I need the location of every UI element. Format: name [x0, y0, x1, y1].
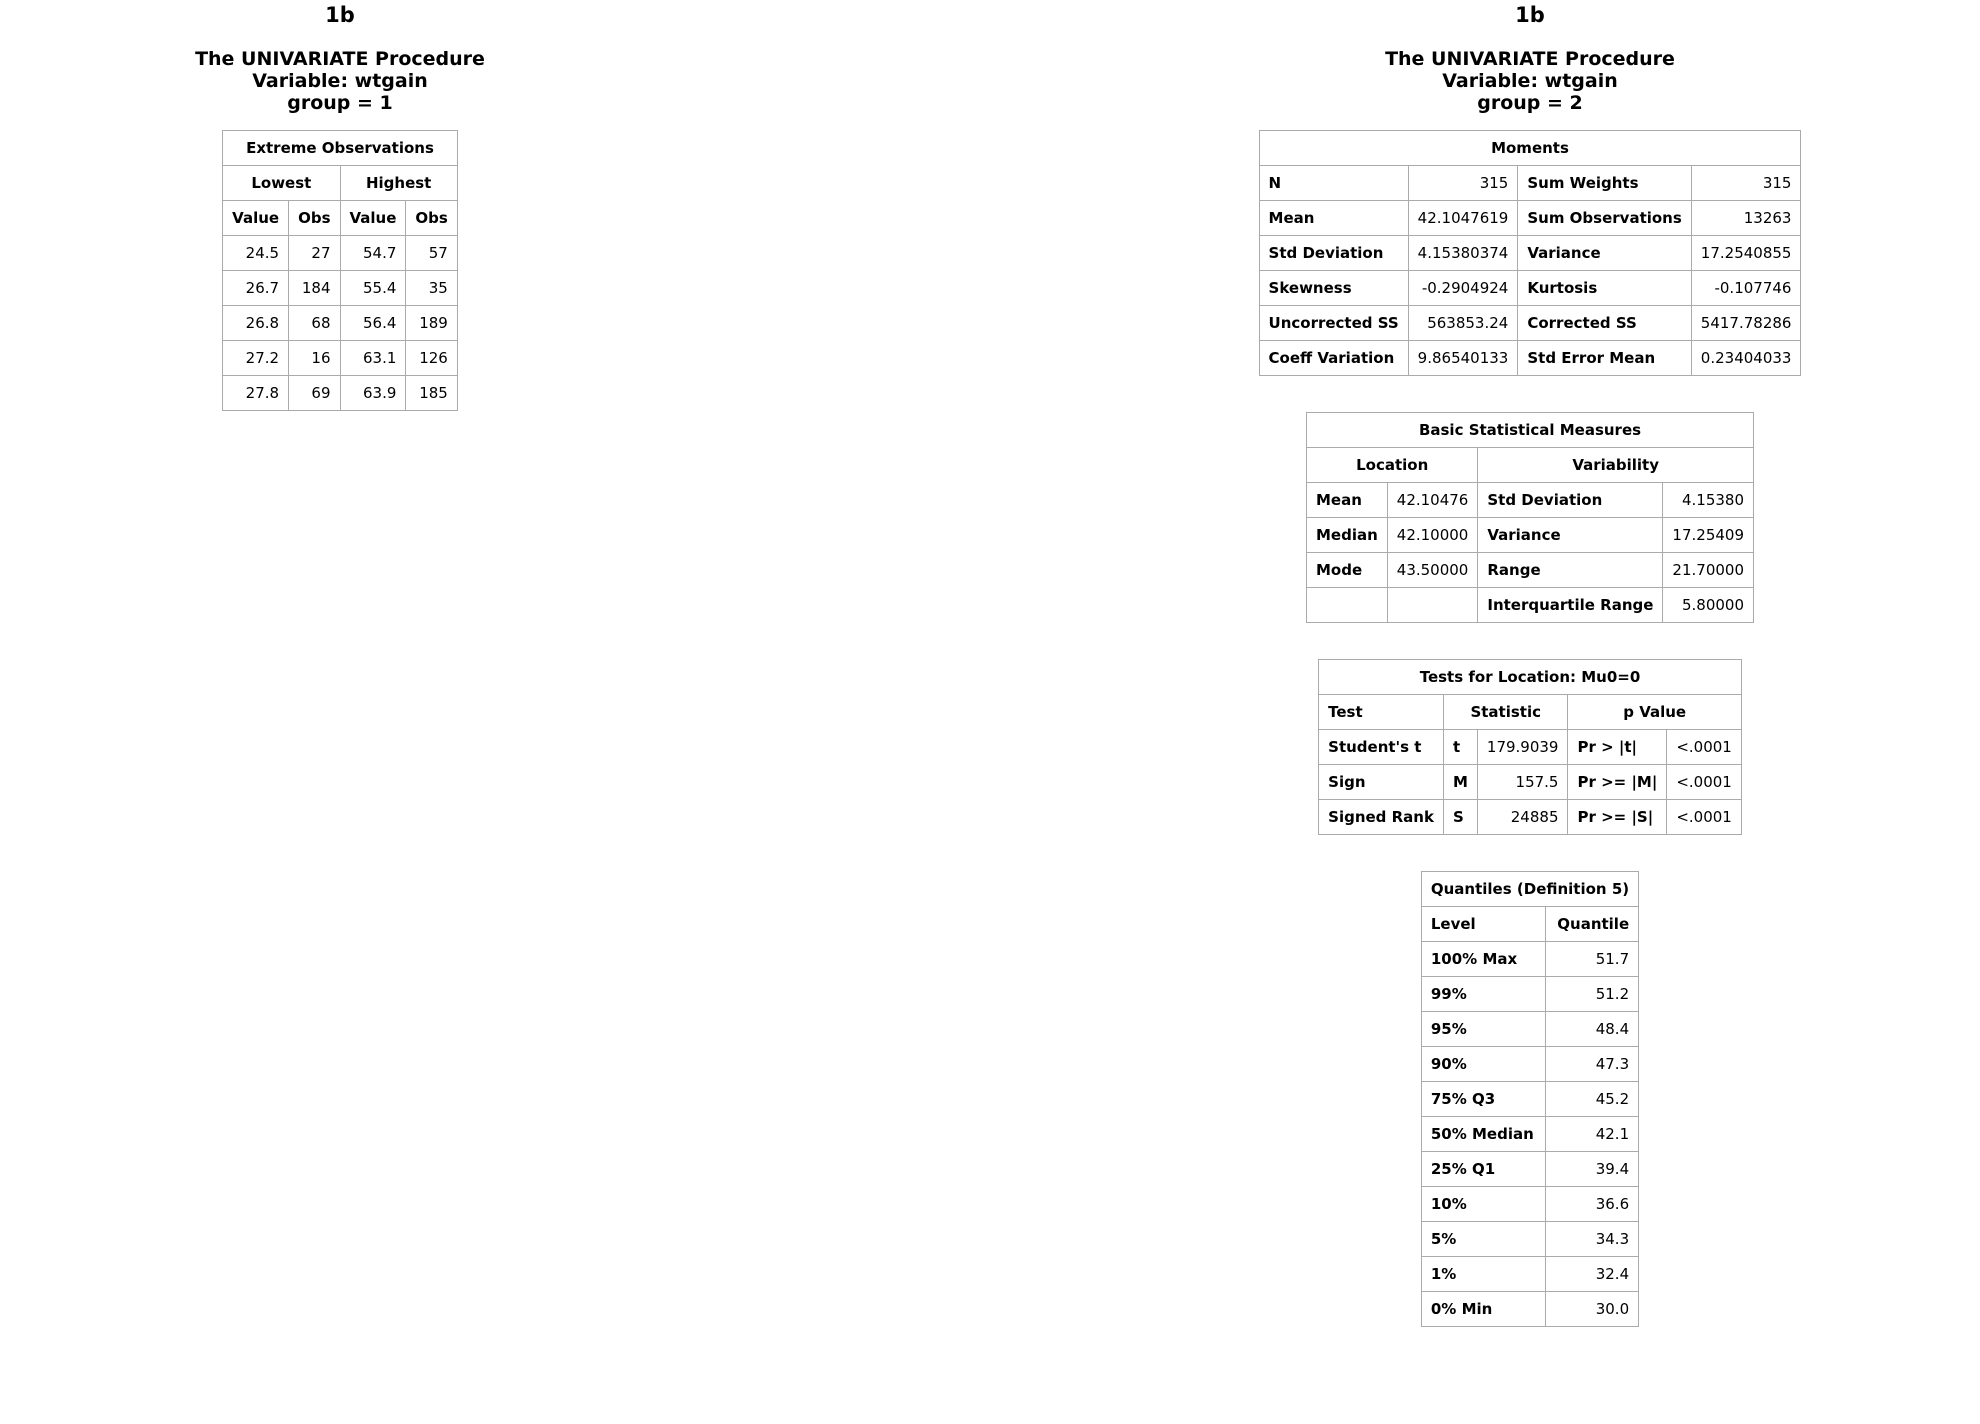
table-cell: 55.4: [340, 271, 406, 306]
group-label: group = 2: [1477, 92, 1583, 114]
row-label: Sum Observations: [1518, 201, 1691, 236]
table-cell: 42.10000: [1387, 518, 1478, 553]
left-output-page: [40, 0, 640, 411]
row-label: N: [1259, 166, 1408, 201]
table-caption: Extreme Observations: [223, 131, 458, 166]
table-cell: 5.80000: [1663, 588, 1754, 623]
row-label: 10%: [1421, 1187, 1545, 1222]
table-row: [1259, 236, 1801, 271]
p-value-label: Pr >= |M|: [1568, 765, 1667, 800]
table-cell: 43.50000: [1387, 553, 1478, 588]
table-cell: 17.25409: [1663, 518, 1754, 553]
table-cell: 9.86540133: [1408, 341, 1518, 376]
table-caption: Basic Statistical Measures: [1307, 413, 1754, 448]
table-cell: <.0001: [1667, 800, 1742, 835]
table-row: [223, 236, 458, 271]
highest-header: Highest: [340, 166, 457, 201]
p-value-label: Pr >= |S|: [1568, 800, 1667, 835]
test-header: Test: [1319, 695, 1444, 730]
table-row: [223, 306, 458, 341]
table-cell: 126: [406, 341, 457, 376]
row-label: Variance: [1478, 518, 1663, 553]
row-label: Interquartile Range: [1478, 588, 1663, 623]
table-row: [1319, 800, 1742, 835]
row-label: Sign: [1319, 765, 1444, 800]
table-row: [1307, 483, 1754, 518]
column-header-obs: Obs: [289, 201, 340, 236]
table-cell: 68: [289, 306, 340, 341]
table-row: [223, 341, 458, 376]
table-cell: 54.7: [340, 236, 406, 271]
table-row: [1259, 166, 1801, 201]
statistic-symbol: M: [1443, 765, 1477, 800]
row-label: Variance: [1518, 236, 1691, 271]
table-cell: 51.2: [1546, 977, 1639, 1012]
row-label: Signed Rank: [1319, 800, 1444, 835]
table-row: [1307, 553, 1754, 588]
location-header: Location: [1307, 448, 1478, 483]
table-row: [1421, 1257, 1638, 1292]
table-cell: 0.23404033: [1691, 341, 1801, 376]
table-row: [223, 271, 458, 306]
row-label: Range: [1478, 553, 1663, 588]
table-caption: Moments: [1259, 131, 1801, 166]
table-row: [1421, 1222, 1638, 1257]
table-cell: 30.0: [1546, 1292, 1639, 1327]
page-title: 1b: [1515, 3, 1545, 27]
table-row: [1421, 1117, 1638, 1152]
basic-statistical-measures-table: [1306, 412, 1754, 623]
column-header-value: Value: [340, 201, 406, 236]
row-label: Mean: [1259, 201, 1408, 236]
table-cell: 24885: [1477, 800, 1568, 835]
row-label: Std Deviation: [1259, 236, 1408, 271]
table-caption: Tests for Location: Mu0=0: [1319, 660, 1742, 695]
table-cell: 42.1047619: [1408, 201, 1518, 236]
table-caption: Quantiles (Definition 5): [1421, 872, 1638, 907]
table-cell: 48.4: [1546, 1012, 1639, 1047]
table-row: [1421, 1012, 1638, 1047]
table-cell: 39.4: [1546, 1152, 1639, 1187]
group-label: group = 1: [287, 92, 393, 114]
table-cell: 34.3: [1546, 1222, 1639, 1257]
procedure-header: [1230, 48, 1830, 114]
row-label: 95%: [1421, 1012, 1545, 1047]
row-label: 50% Median: [1421, 1117, 1545, 1152]
table-row: [1307, 518, 1754, 553]
table-cell: 315: [1408, 166, 1518, 201]
procedure-name: The UNIVARIATE Procedure: [195, 48, 485, 70]
row-label: Student's t: [1319, 730, 1444, 765]
quantiles-table: [1421, 871, 1639, 1327]
procedure-name: The UNIVARIATE Procedure: [1385, 48, 1675, 70]
row-label: Coeff Variation: [1259, 341, 1408, 376]
table-cell: 5417.78286: [1691, 306, 1801, 341]
row-label: Uncorrected SS: [1259, 306, 1408, 341]
table-row: [1421, 1187, 1638, 1222]
table-cell: 26.7: [223, 271, 289, 306]
quantile-header: Quantile: [1546, 907, 1639, 942]
column-header-obs: Obs: [406, 201, 457, 236]
table-cell: 4.15380: [1663, 483, 1754, 518]
table-cell: <.0001: [1667, 730, 1742, 765]
variable-label: Variable: wtgain: [252, 70, 428, 92]
statistic-symbol: t: [1443, 730, 1477, 765]
level-header: Level: [1421, 907, 1545, 942]
table-cell: -0.107746: [1691, 271, 1801, 306]
table-cell: 42.1: [1546, 1117, 1639, 1152]
table-cell: 51.7: [1546, 942, 1639, 977]
statistic-symbol: S: [1443, 800, 1477, 835]
table-cell: 16: [289, 341, 340, 376]
table-row: [1259, 306, 1801, 341]
variability-header: Variability: [1478, 448, 1754, 483]
page-title: 1b: [325, 3, 355, 27]
right-output-page: [1230, 0, 1830, 1327]
table-cell: 26.8: [223, 306, 289, 341]
row-label: Corrected SS: [1518, 306, 1691, 341]
lowest-header: Lowest: [223, 166, 340, 201]
table-row: [1259, 271, 1801, 306]
statistic-header: Statistic: [1443, 695, 1568, 730]
procedure-header: [40, 48, 640, 114]
row-label: Mean: [1307, 483, 1388, 518]
row-label: [1307, 588, 1388, 623]
moments-table: [1259, 130, 1802, 376]
table-row: [1421, 1082, 1638, 1117]
table-row: [1319, 730, 1742, 765]
row-label: 100% Max: [1421, 942, 1545, 977]
table-cell: 184: [289, 271, 340, 306]
table-row: [1421, 1292, 1638, 1327]
row-label: 1%: [1421, 1257, 1545, 1292]
table-cell: 47.3: [1546, 1047, 1639, 1082]
table-cell: 4.15380374: [1408, 236, 1518, 271]
table-cell: -0.2904924: [1408, 271, 1518, 306]
table-cell: 27.8: [223, 376, 289, 411]
row-label: 75% Q3: [1421, 1082, 1545, 1117]
row-label: 5%: [1421, 1222, 1545, 1257]
row-label: 99%: [1421, 977, 1545, 1012]
table-row: [223, 376, 458, 411]
table-cell: 45.2: [1546, 1082, 1639, 1117]
row-label: Sum Weights: [1518, 166, 1691, 201]
table-cell: 56.4: [340, 306, 406, 341]
table-row: [1421, 977, 1638, 1012]
table-cell: 185: [406, 376, 457, 411]
table-cell: <.0001: [1667, 765, 1742, 800]
table-cell: 63.1: [340, 341, 406, 376]
row-label: Kurtosis: [1518, 271, 1691, 306]
table-row: [1319, 765, 1742, 800]
table-cell: [1387, 588, 1478, 623]
p-value-header: p Value: [1568, 695, 1741, 730]
table-cell: 13263: [1691, 201, 1801, 236]
variable-label: Variable: wtgain: [1442, 70, 1618, 92]
table-cell: 27: [289, 236, 340, 271]
table-cell: 179.9039: [1477, 730, 1568, 765]
tests-for-location-table: [1318, 659, 1742, 835]
table-row: [1307, 588, 1754, 623]
row-label: 90%: [1421, 1047, 1545, 1082]
table-row: [1259, 341, 1801, 376]
row-label: Skewness: [1259, 271, 1408, 306]
table-cell: 35: [406, 271, 457, 306]
table-cell: 57: [406, 236, 457, 271]
table-cell: 563853.24: [1408, 306, 1518, 341]
table-cell: 69: [289, 376, 340, 411]
table-cell: 24.5: [223, 236, 289, 271]
table-cell: 63.9: [340, 376, 406, 411]
p-value-label: Pr > |t|: [1568, 730, 1667, 765]
table-cell: 36.6: [1546, 1187, 1639, 1222]
row-label: Std Error Mean: [1518, 341, 1691, 376]
table-row: [1259, 201, 1801, 236]
row-label: Mode: [1307, 553, 1388, 588]
table-cell: 157.5: [1477, 765, 1568, 800]
row-label: Median: [1307, 518, 1388, 553]
row-label: Std Deviation: [1478, 483, 1663, 518]
table-cell: 21.70000: [1663, 553, 1754, 588]
table-row: [1421, 1047, 1638, 1082]
table-cell: 27.2: [223, 341, 289, 376]
table-cell: 315: [1691, 166, 1801, 201]
table-cell: 189: [406, 306, 457, 341]
table-cell: 32.4: [1546, 1257, 1639, 1292]
row-label: 25% Q1: [1421, 1152, 1545, 1187]
column-header-value: Value: [223, 201, 289, 236]
table-cell: 42.10476: [1387, 483, 1478, 518]
table-row: [1421, 1152, 1638, 1187]
extreme-observations-table: [222, 130, 458, 411]
table-cell: 17.2540855: [1691, 236, 1801, 271]
table-row: [1421, 942, 1638, 977]
row-label: 0% Min: [1421, 1292, 1545, 1327]
